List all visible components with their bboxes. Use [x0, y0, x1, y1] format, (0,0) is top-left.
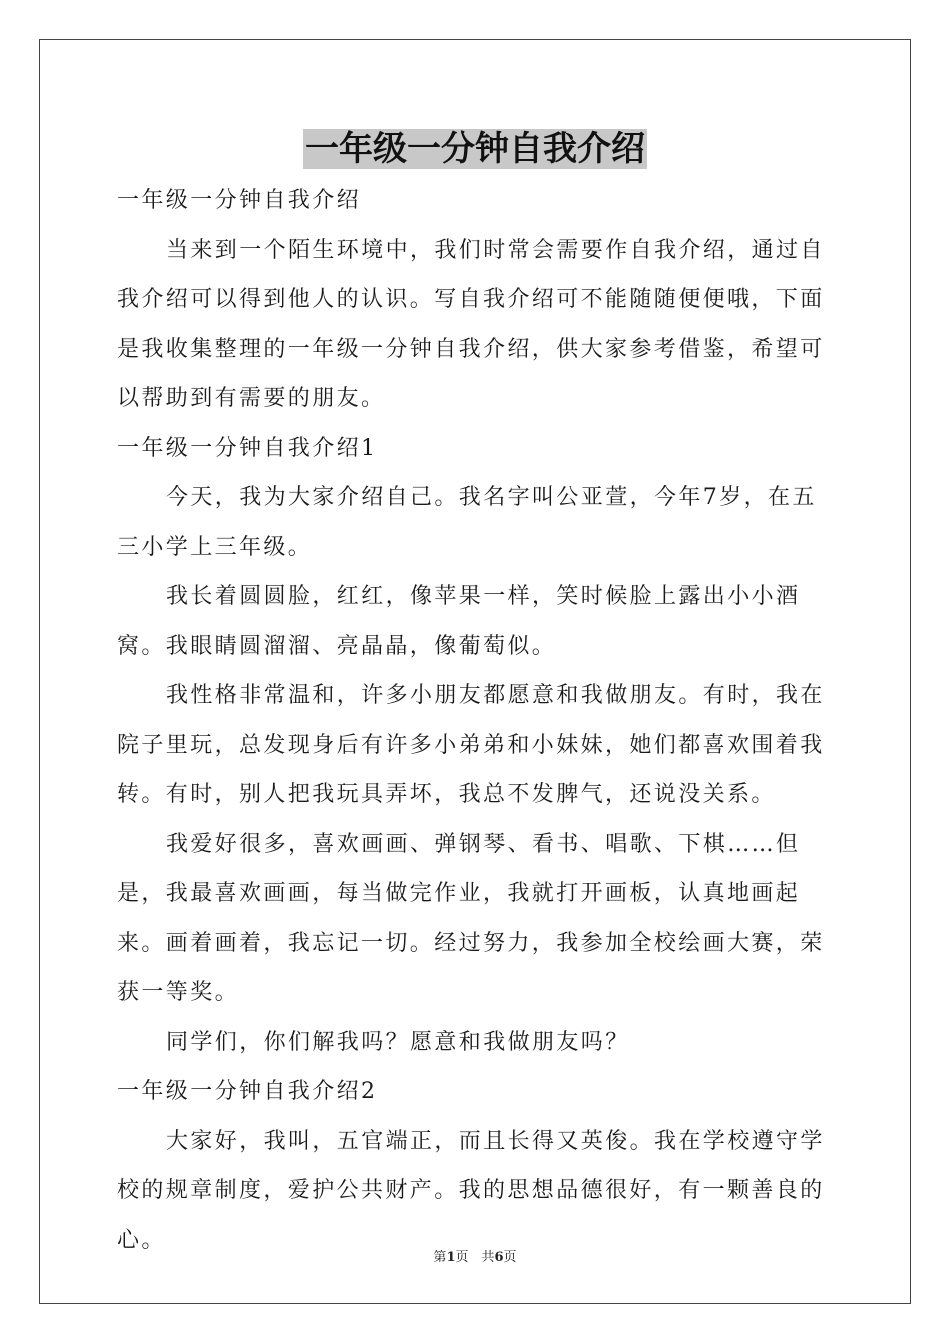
paragraph-body: 大家好，我叫，五官端正，而且长得又英俊。我在学校遵守学校的规章制度，爱护公共财产。我的思想品德很好，有一颗善良的心。 [117, 1128, 825, 1253]
paragraph-section-2-heading: 一年级一分钟自我介绍2 [117, 1079, 378, 1104]
paragraph-section-1-heading: 一年级一分钟自我介绍1 [117, 435, 378, 461]
page-footer [0, 1246, 950, 1265]
paragraph-body: 今天，我为大家介绍自己。我名字叫公亚萱，今年7岁，在五三小学上三年级。 [117, 485, 817, 560]
document-body [117, 176, 837, 1265]
document-title [0, 127, 950, 171]
page-total: 6 [494, 1250, 504, 1265]
paragraph-intro: 当来到一个陌生环境中，我们时常会需要作自我介绍，通过自我介绍可以得到他人的认识。写自我介绍可不能随随便便哦，下面是我收集整理的一年级一分钟自我介绍，供大家参考借鉴，希望可以帮助到有需要的朋友。 [117, 237, 825, 411]
paragraph-body: 我长着圆圆脸，红红，像苹果一样，笑时候脸上露出小小酒窝。我眼睛圆溜溜、亮晶晶，像葡萄似。 [117, 584, 801, 659]
page-mid: 页 共 [455, 1250, 495, 1265]
paragraph-body: 同学们，你们解我吗？愿意和我做朋友吗？ [166, 1029, 630, 1055]
page-suffix: 页 [503, 1250, 517, 1265]
page-prefix: 第 [433, 1250, 447, 1265]
document-title-text: 一年级一分钟自我介绍 [305, 129, 645, 169]
paragraph-body: 我爱好很多，喜欢画画、弹钢琴、看书、唱歌、下棋……但是，我最喜欢画画，每当做完作业，我就打开画板，认真地画起来。画着画着，我忘记一切。经过努力，我参加全校绘画大赛，荣获一等奖。 [117, 831, 825, 1005]
page-current: 1 [446, 1250, 456, 1265]
paragraph-heading: 一年级一分钟自我介绍 [117, 188, 362, 213]
paragraph-body: 我性格非常温和，许多小朋友都愿意和我做朋友。有时，我在院子里玩，总发现身后有许多小弟弟和小妹妹，她们都喜欢围着我转。有时，别人把我玩具弄坏，我总不发脾气，还说没关系。 [117, 683, 825, 807]
